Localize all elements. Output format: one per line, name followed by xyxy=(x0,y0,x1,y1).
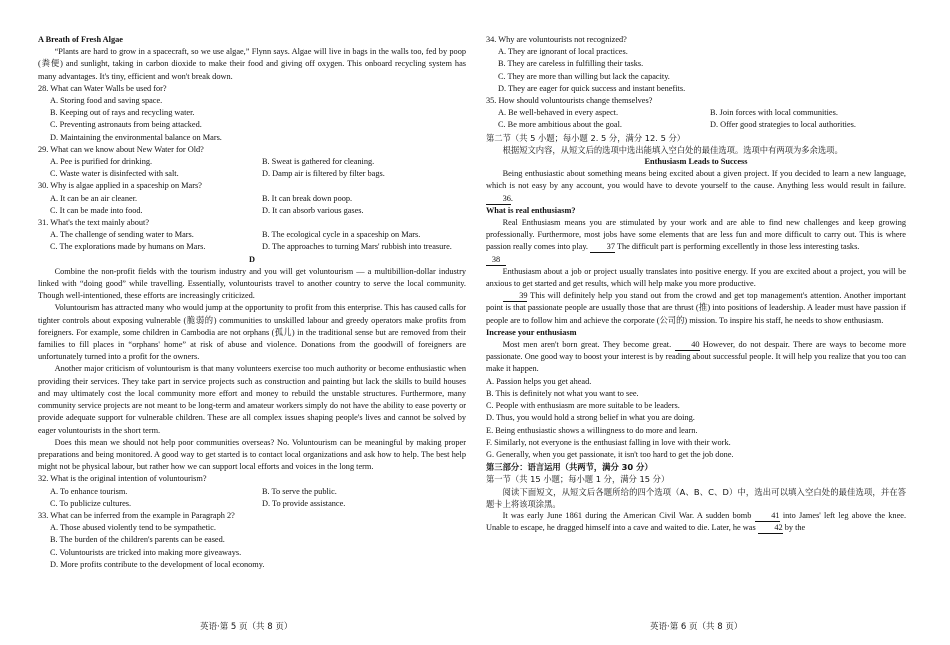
passage-d-paragraph-1: Combine the non-profit fields with the tourism industry and you will get voluntourism — a multibillion-dollar industry linked with “doing good” while travelling. Essentially, voluntourists travel to another country to serve the local community. Though well-intentioned, these efforts are increasingly criticized. xyxy=(38,266,466,301)
q32-option-c: C. To publicize cultures. xyxy=(50,498,132,508)
part-3-header: 第三部分：语言运用（共两节，满分 30 分） xyxy=(486,462,653,473)
paragraph-1-text: Being enthusiastic about something means being excited about a given project. If you decided to learn a new language, which is not easy by any account, you would have to devote yourself to the cause. Anything less would result in failure. xyxy=(486,169,906,191)
paragraph-5-text-b: However, do not despair. There are ways to become more passionate. One good way to boost your interest is by reading about successful people. It will help you realize that you too can make it happen. xyxy=(486,340,907,374)
q29-option-c: C. Waste water is disinfected with salt. xyxy=(50,169,179,179)
q33-option-b: B. The burden of the children's parents can be eased. xyxy=(50,535,225,545)
q29-options-row-1 xyxy=(38,156,466,168)
left-page-footer: 英语·第 5 页（共 8 页） xyxy=(200,622,293,632)
subheading-real-enthusiasm: What is real enthusiasm? xyxy=(486,205,576,215)
q28-option-b: B. Keeping out of rays and recycling water. xyxy=(50,108,195,118)
section-2-instructions: 根据短文内容，从短文后的选项中选出能填入空白处的最佳选项。选项中有两项为多余选项。 xyxy=(502,144,843,155)
blank-37: 37 xyxy=(590,242,615,253)
q32-options-row-2 xyxy=(38,498,466,510)
q30-option-a: A. It can be an air cleaner. xyxy=(50,193,138,203)
right-page-footer: 英语·第 6 页（共 8 页） xyxy=(650,622,743,632)
enthusiasm-paragraph-3: Enthusiasm about a job or project usually translates into positive energy. If you are excited about a project, you will be anxious to get started and get results, which will help make you more productive. xyxy=(486,266,906,289)
question-31-stem: 31. What's the text mainly about? xyxy=(38,218,150,228)
passage-title-enthusiasm: Enthusiasm Leads to Success xyxy=(644,157,748,167)
q34-option-c: C. They are more than willing but lack the capacity. xyxy=(498,71,670,81)
q33-option-d: D. More profits contribute to the development of local economy. xyxy=(50,559,265,569)
question-28-stem: 28. What can Water Walls be used for? xyxy=(38,83,167,93)
q28-option-d: D. Maintaining the environmental balance on Mars. xyxy=(50,132,222,142)
choice-g: G. Generally, when you get passionate, it isn't too hard to get the job done. xyxy=(486,449,734,459)
blank-40: 40 xyxy=(675,340,700,351)
q28-option-a: A. Storing food and saving space. xyxy=(50,96,163,106)
question-33-stem: 33. What can be inferred from the example in Paragraph 2? xyxy=(38,510,235,520)
q35-option-b: B. Join forces with local communities. xyxy=(710,108,838,118)
q32-option-d: D. To provide assistance. xyxy=(262,498,346,508)
section-d-heading: D xyxy=(249,254,255,264)
question-29-stem: 29. What can we know about New Water for Old? xyxy=(38,144,204,154)
question-32-stem: 32. What is the original intention of voluntourism? xyxy=(38,474,207,484)
q35-options-row-1 xyxy=(486,107,906,119)
q33-option-c: C. Voluntourists are tricked into making more giveaways. xyxy=(50,547,242,557)
q35-option-c: C. Be more ambitious about the goal. xyxy=(498,120,622,130)
blank-42: 42 xyxy=(758,523,783,534)
q30-options-row-2 xyxy=(38,205,466,217)
passage-title: A Breath of Fresh Algae xyxy=(38,35,123,44)
enthusiasm-paragraph-4 xyxy=(486,290,906,327)
q35-option-d: D. Offer good strategies to local authorities. xyxy=(710,120,856,130)
paragraph-2-text-b: The difficult part is performing excellently in those less interesting tasks. xyxy=(616,242,860,252)
q29-option-b: B. Sweat is gathered for cleaning. xyxy=(262,157,375,167)
choice-e: E. Being enthusiastic shows a willingness to do more and learn. xyxy=(486,425,698,435)
q30-option-c: C. It can be made into food. xyxy=(50,205,143,215)
choice-b: B. This is definitely not what you want to see. xyxy=(486,388,639,398)
blank-39: 39 xyxy=(503,291,528,302)
passage-d-paragraph-4: Does this mean we should not help poor communities overseas? No. Voluntourism can be meaningful by making proper preparations and being monitored. A good way to get started is to contact local organizations and ask how to help. The best help might not be physical labour, but rather how we can support local efforts and voices in the long term. xyxy=(38,437,466,472)
paragraph-2-text-a: Real Enthusiasm means you are stimulated by your work and are able to find new challenges and keep growing professionally. Furthermore, most jobs have some elements that are less fun and more difficult to carry out. This is where passion really comes into play. xyxy=(486,218,906,252)
cloze-paragraph-1 xyxy=(486,510,906,534)
enthusiasm-paragraph-5 xyxy=(486,339,906,376)
right-page xyxy=(486,34,906,534)
blank-36: 36 xyxy=(486,194,511,205)
q31-option-b: B. The ecological cycle in a spaceship on Mars. xyxy=(262,230,421,240)
question-35-stem: 35. How should voluntourists change themselves? xyxy=(486,96,653,106)
choice-c: C. People with enthusiasm are more suitable to be leaders. xyxy=(486,401,680,411)
passage-d-paragraph-2: Voluntourism has attracted many who would jump at the opportunity to profit from this enterprise. This has caused calls for tighter controls about exposing vulnerable (脆弱的) communities to unskilled labour and greedy operators make profits from foreigners. For example, some children in Cambodia are not orphans (孤儿) in the traditional sense but are removed from their families to fill places in “orphans' home” at risk of abuse and violence. Donations from the goodwill of foreigners are unfortunately turned into a profit for the owners. xyxy=(38,303,466,362)
q35-option-a: A. Be well-behaved in every aspect. xyxy=(498,108,619,118)
q30-options-row-1 xyxy=(38,193,466,205)
choice-a: A. Passion helps you get ahead. xyxy=(486,376,592,386)
q29-option-a: A. Pee is purified for drinking. xyxy=(50,157,153,167)
q32-option-b: B. To serve the public. xyxy=(262,486,337,496)
q32-option-a: A. To enhance tourism. xyxy=(50,486,128,496)
left-page xyxy=(38,34,466,571)
blank-38-line xyxy=(486,254,906,266)
question-34-stem: 34. Why are voluntourists not recognized? xyxy=(486,35,627,44)
cloze-text-c: by the xyxy=(784,523,806,533)
q30-option-b: B. It can break down poop. xyxy=(262,193,353,203)
cloze-text-a: It was early June 1861 during the American Civil War. A sudden bomb xyxy=(502,510,752,520)
subheading-increase-enthusiasm: Increase your enthusiasm xyxy=(486,327,577,337)
q31-options-row-2 xyxy=(38,241,466,253)
q31-option-d: D. The approaches to turning Mars' rubbish into treasure. xyxy=(262,242,452,252)
q34-option-d: D. They are eager for quick success and instant benefits. xyxy=(498,83,686,93)
passage-c-paragraph: “Plants are hard to grow in a spacecraft, so we use algae,” Flynn says. Algae will live in bags in the walls too, fed by poop (粪便) and sunlight, taking in carbon dioxide to make their food and giving off oxygen. This onboard recycling system has many advantages. It's tiny, efficient and won't break down. xyxy=(38,47,466,81)
choice-f: F. Similarly, not everyone is the enthusiast falling in love with their work. xyxy=(486,437,731,447)
enthusiasm-paragraph-1: Being enthusiastic about something means being excited about a given project. If you decided to learn a new language, which is not easy by any account, you would have to devote yourself to the cause. Anything less would result in failure. 36. xyxy=(486,169,906,203)
passage-d-paragraph-3: Another major criticism of voluntourism is that many volunteers exercise too much authority or become enthusiastic when providing their services. They take part in service projects such as construction and painting but lack the skills to build houses and may ultimately cost the local community more effort and money to rebuild the unstable structures. Furthermore, many community service projects are not meant to be long-term and amateur workers simply do not have the ability to ease poverty or provide adequate support for vulnerable children. These are all complex issues shaping people's lives and cannot be solved by eager voluntourists in the short term. xyxy=(38,364,466,435)
blank-41: 41 xyxy=(755,511,780,522)
q31-option-a: A. The challenge of sending water to Mars. xyxy=(50,230,194,240)
section-1-header: 第一节（共 15 小题；每小题 1 分，满分 15 分） xyxy=(486,474,670,485)
paragraph-5-text-a: Most men aren't born great. They become great. xyxy=(502,340,672,350)
question-30-stem: 30. Why is algae applied in a spaceship on Mars? xyxy=(38,181,202,191)
blank-38: 38 xyxy=(486,255,506,266)
q34-option-a: A. They are ignorant of local practices. xyxy=(498,47,628,57)
q33-option-a: A. Those abused violently tend to be sympathetic. xyxy=(50,523,216,533)
q30-option-d: D. It can absorb various gases. xyxy=(262,205,364,215)
enthusiasm-paragraph-2 xyxy=(486,217,906,254)
q28-option-c: C. Preventing astronauts from being attacked. xyxy=(50,120,202,130)
choice-d: D. Thus, you would hold a strong belief in what you are doing. xyxy=(486,413,695,423)
q35-options-row-2 xyxy=(486,119,906,131)
paragraph-4-text: This will definitely help you stand out from the crowd and get top management's attention. Another important point is that passionate people are usually those that are thrust (推) into positions of leadership. A leader must have passion if people are to follow him and achieve the corporate (公司的) mission. To inspire his staff, he needs to show enthusiasm. xyxy=(486,291,906,325)
q34-option-b: B. They are careless in fulfilling their tasks. xyxy=(498,59,644,69)
cloze-text-b: into James' left leg above the knee. Unable to escape, he dragged himself into a cave and waited to die. Later, he was xyxy=(486,510,907,533)
section-1-instructions: 阅读下面短文，从短文后各题所给的四个选项（A、B、C、D）中，选出可以填入空白处的最佳选项，并在答题卡上将该项涂黑。 xyxy=(486,486,906,509)
section-2-header: 第二节（共 5 小题；每小题 2. 5 分，满分 12. 5 分） xyxy=(486,132,686,143)
q31-options-row-1 xyxy=(38,229,466,241)
q31-option-c: C. The explorations made by humans on Mars. xyxy=(50,242,206,252)
q29-options-row-2 xyxy=(38,168,466,180)
q29-option-d: D. Damp air is filtered by filter bags. xyxy=(262,169,385,179)
q32-options-row-1 xyxy=(38,486,466,498)
